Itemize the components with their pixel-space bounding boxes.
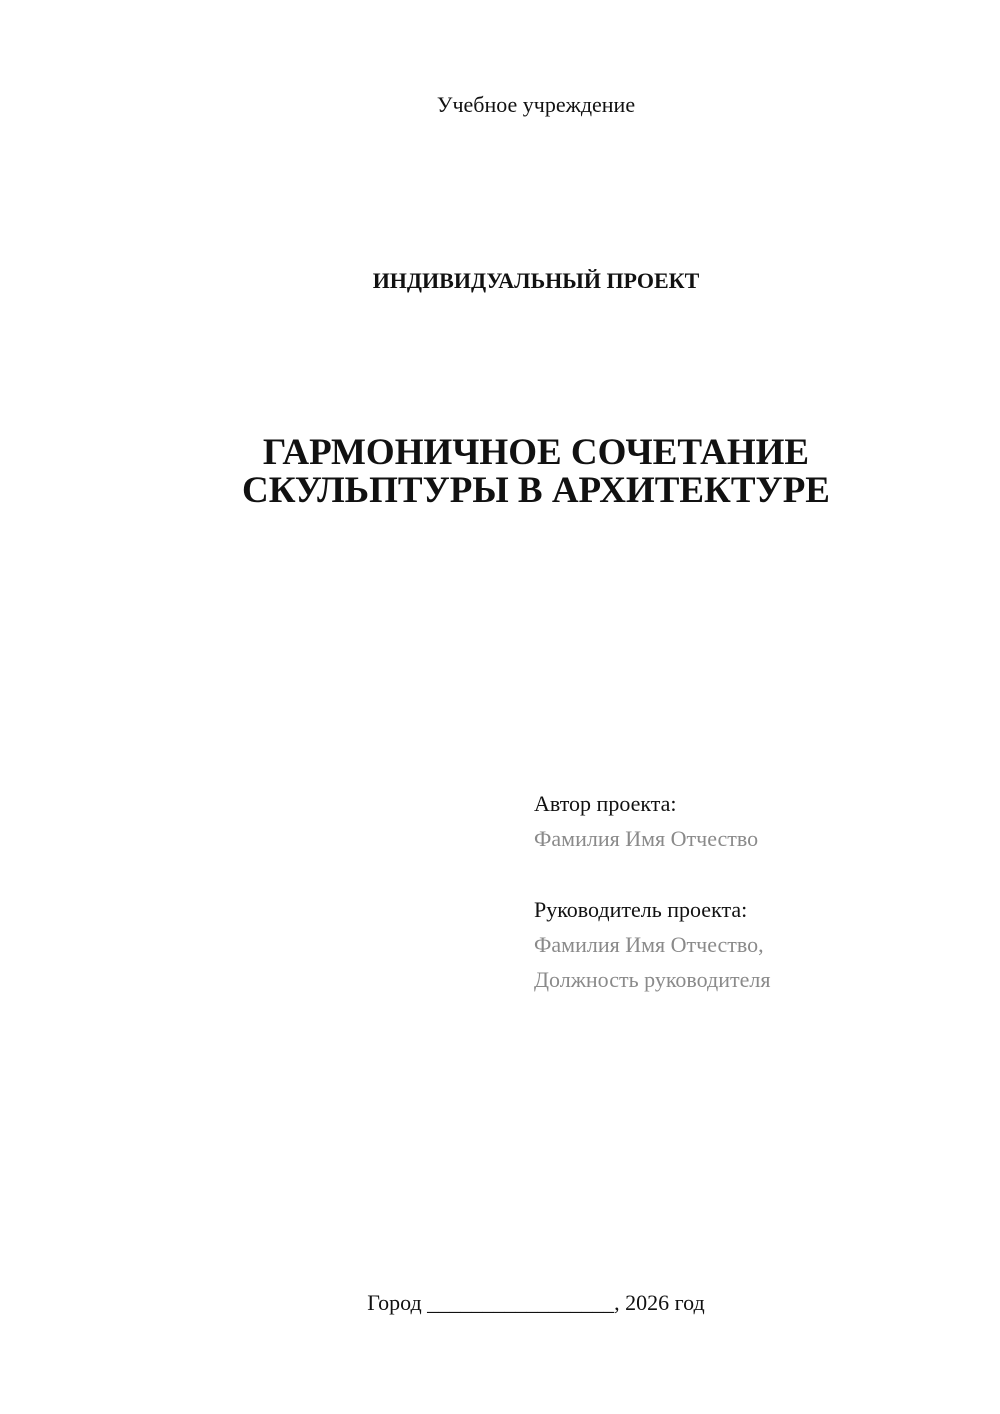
supervisor-position-placeholder: Должность руководителя xyxy=(534,967,771,992)
author-block xyxy=(534,786,954,856)
author-label: Автор проекта: xyxy=(534,791,677,816)
institution-name: Учебное учреждение xyxy=(436,92,636,117)
document-type: ИНДИВИДУАЛЬНЫЙ ПРОЕКТ xyxy=(372,268,700,293)
project-title xyxy=(0,434,1000,510)
city-year-line: Город _________________, 2026 год xyxy=(367,1290,705,1315)
author-name-placeholder: Фамилия Имя Отчество xyxy=(534,826,759,851)
supervisor-label: Руководитель проекта: xyxy=(534,897,748,922)
project-title-line-1: ГАРМОНИЧНОЕ СОЧЕТАНИЕ xyxy=(262,432,810,473)
supervisor-name-placeholder: Фамилия Имя Отчество, xyxy=(534,932,764,957)
project-title-line-2: СКУЛЬПТУРЫ В АРХИТЕКТУРЕ xyxy=(242,470,830,511)
supervisor-block xyxy=(534,892,954,997)
